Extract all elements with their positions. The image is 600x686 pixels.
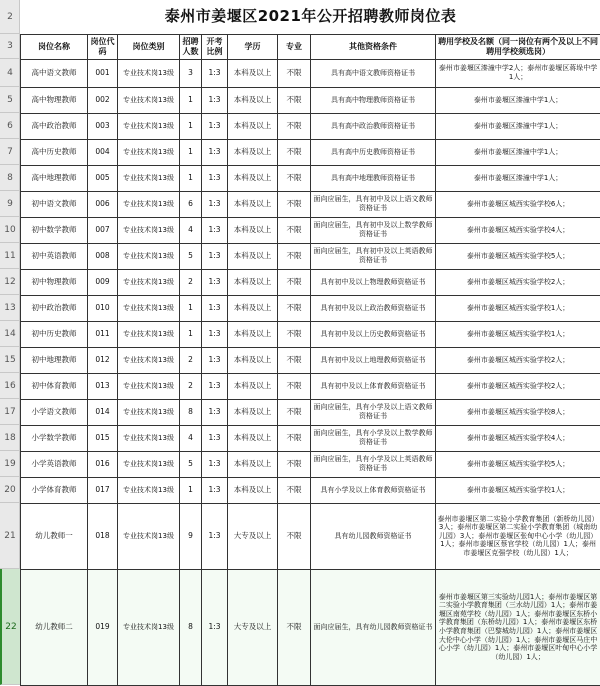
cell-school[interactable]: 泰州市姜堰区城西实验学校8人； [436,399,600,425]
table-row[interactable] [21,191,600,217]
cell-name[interactable]: 高中语文教师 [21,59,88,87]
cell-education[interactable]: 本科及以上 [228,59,278,87]
cell-major[interactable]: 不限 [278,477,311,503]
cell-education[interactable]: 大专及以上 [228,503,278,569]
cell-other[interactable]: 面向应届生，具有幼儿园教师资格证书 [311,569,436,685]
cell-other[interactable]: 具有初中及以上地理教师资格证书 [311,347,436,373]
cell-category[interactable]: 专业技术岗13级 [118,425,180,451]
cell-major[interactable]: 不限 [278,569,311,685]
cell-code[interactable]: 019 [88,569,118,685]
cell-ratio[interactable]: 1:3 [202,295,228,321]
cell-count[interactable]: 3 [180,59,202,87]
cell-ratio[interactable]: 1:3 [202,425,228,451]
header-other: 其他资格条件 [311,34,436,59]
cell-count[interactable]: 1 [180,87,202,113]
cell-education[interactable]: 本科及以上 [228,191,278,217]
cell-major[interactable]: 不限 [278,217,311,243]
table-row[interactable] [21,113,600,139]
cell-education[interactable]: 本科及以上 [228,477,278,503]
cell-category[interactable]: 专业技术岗13级 [118,113,180,139]
cell-count[interactable]: 1 [180,477,202,503]
cell-ratio[interactable]: 1:3 [202,321,228,347]
header-category: 岗位类别 [118,34,180,59]
cell-count[interactable]: 8 [180,399,202,425]
cell-other[interactable]: 具有幼儿园教师资格证书 [311,503,436,569]
row-number[interactable]: 2 [0,0,20,34]
header-education: 学历 [228,34,278,59]
cell-education[interactable]: 本科及以上 [228,243,278,269]
cell-major[interactable]: 不限 [278,503,311,569]
header-row [21,34,600,59]
cell-count[interactable]: 4 [180,425,202,451]
cell-code[interactable]: 005 [88,165,118,191]
cell-school[interactable]: 泰州市姜堰区城西实验学校2人； [436,347,600,373]
table-row[interactable] [21,399,600,425]
cell-name[interactable]: 高中物理教师 [21,87,88,113]
row-number[interactable]: 9 [0,191,20,217]
cell-school[interactable]: 泰州市姜堰区溱潼中学1人； [436,165,600,191]
cell-count[interactable]: 1 [180,113,202,139]
cell-school[interactable]: 泰州市姜堰区第二实验小学教育集团（新桥幼儿园）3人；泰州市姜堰区第二实验小学教育集团（城南幼儿园）3人；泰州市姜堰区张甸中心小学（幼儿园）1人；泰州市姜堰区蔡官学校（幼儿园）1人；泰州市姜堰区克强学校（幼儿园）1人； [436,503,600,569]
header-code: 岗位代码 [88,34,118,59]
cell-ratio[interactable]: 1:3 [202,113,228,139]
table-row[interactable] [21,139,600,165]
cell-education[interactable]: 本科及以上 [228,451,278,477]
cell-ratio[interactable]: 1:3 [202,347,228,373]
cell-count[interactable]: 5 [180,243,202,269]
cell-education[interactable]: 本科及以上 [228,373,278,399]
cell-count[interactable]: 1 [180,321,202,347]
table-row[interactable] [21,451,600,477]
cell-name[interactable]: 小学数学教师 [21,425,88,451]
cell-name[interactable]: 高中历史教师 [21,139,88,165]
cell-category[interactable]: 专业技术岗13级 [118,373,180,399]
header-school: 聘用学校及名额（同一岗位有两个及以上不同聘用学校须选岗） [436,34,600,59]
cell-school[interactable]: 泰州市姜堰区溱潼中学1人； [436,139,600,165]
cell-other[interactable]: 具有高中历史教师资格证书 [311,139,436,165]
page-title: 泰州市姜堰区2021年公开招聘教师岗位表 [21,0,600,34]
cell-ratio[interactable]: 1:3 [202,87,228,113]
row-number[interactable]: 3 [0,34,20,59]
table-row[interactable] [21,321,600,347]
cell-ratio[interactable]: 1:3 [202,243,228,269]
cell-name[interactable]: 初中地理教师 [21,347,88,373]
row-number[interactable]: 17 [0,399,20,425]
cell-category[interactable]: 专业技术岗13级 [118,269,180,295]
cell-school[interactable]: 泰州市姜堰区城西实验学校1人； [436,321,600,347]
cell-count[interactable]: 6 [180,191,202,217]
cell-count[interactable]: 9 [180,503,202,569]
cell-other[interactable]: 具有高中地理教师资格证书 [311,165,436,191]
cell-name[interactable]: 幼儿教师二 [21,569,88,685]
cell-major[interactable]: 不限 [278,399,311,425]
cell-other[interactable]: 具有高中物理教师资格证书 [311,87,436,113]
cell-name[interactable]: 初中英语教师 [21,243,88,269]
table-row[interactable] [21,477,600,503]
cell-name[interactable]: 初中数学教师 [21,217,88,243]
cell-education[interactable]: 本科及以上 [228,139,278,165]
row-number-gutter [0,0,20,656]
cell-code[interactable]: 003 [88,113,118,139]
cell-category[interactable]: 专业技术岗13级 [118,191,180,217]
header-ratio: 开考比例 [202,34,228,59]
cell-major[interactable]: 不限 [278,373,311,399]
cell-other[interactable]: 面向应届生，具有小学及以上英语教师资格证书 [311,451,436,477]
cell-major[interactable]: 不限 [278,321,311,347]
cell-education[interactable]: 本科及以上 [228,217,278,243]
cell-school[interactable]: 泰州市姜堰区第三实验幼儿园1人；泰州市姜堰区第二实验小学教育集团（三水幼儿园）1人；泰州市姜堰区南苑学校（幼儿园）1人；泰州市姜堰区东桥小学教育集团（东桥幼儿园）1人；泰州市姜堰区东桥小学教育集团（巴黎城幼儿园）1人；泰州市姜堰区大伦中心小学（幼儿园）1人；泰州市姜堰区马庄中心小学（幼儿园）1人；泰州市姜堰区叶甸中心小学（幼儿园）1人； [436,569,600,685]
cell-other[interactable]: 具有高中语文教师资格证书 [311,59,436,87]
row-number[interactable]: 13 [0,295,20,321]
cell-major[interactable]: 不限 [278,59,311,87]
cell-education[interactable]: 本科及以上 [228,269,278,295]
cell-count[interactable]: 1 [180,295,202,321]
cell-name[interactable]: 初中语文教师 [21,191,88,217]
cell-code[interactable]: 014 [88,399,118,425]
cell-major[interactable]: 不限 [278,139,311,165]
cell-school[interactable]: 泰州市姜堰区溱潼中学1人； [436,87,600,113]
cell-code[interactable]: 004 [88,139,118,165]
table-row[interactable] [21,243,600,269]
cell-category[interactable]: 专业技术岗13级 [118,139,180,165]
table-row[interactable] [21,87,600,113]
cell-ratio[interactable]: 1:3 [202,59,228,87]
cell-ratio[interactable]: 1:3 [202,191,228,217]
cell-ratio[interactable]: 1:3 [202,399,228,425]
cell-category[interactable]: 专业技术岗13级 [118,399,180,425]
table-row[interactable] [21,373,600,399]
cell-name[interactable]: 初中政治教师 [21,295,88,321]
cell-other[interactable]: 面向应届生，具有初中及以上英语教师资格证书 [311,243,436,269]
cell-code[interactable]: 011 [88,321,118,347]
cell-ratio[interactable]: 1:3 [202,165,228,191]
cell-ratio[interactable]: 1:3 [202,451,228,477]
cell-school[interactable]: 泰州市姜堰区城西实验学校1人； [436,477,600,503]
cell-category[interactable]: 专业技术岗13级 [118,165,180,191]
table-row[interactable] [21,503,600,569]
cell-code[interactable]: 016 [88,451,118,477]
cell-school[interactable]: 泰州市姜堰区城西实验学校2人； [436,269,600,295]
cell-name[interactable]: 初中历史教师 [21,321,88,347]
cell-category[interactable]: 专业技术岗13级 [118,243,180,269]
table-row[interactable] [21,425,600,451]
cell-major[interactable]: 不限 [278,113,311,139]
cell-name[interactable]: 初中物理教师 [21,269,88,295]
header-name: 岗位名称 [21,34,88,59]
cell-code[interactable]: 012 [88,347,118,373]
cell-school[interactable]: 泰州市姜堰区城西实验学校4人； [436,217,600,243]
table-row[interactable] [21,569,600,685]
cell-school[interactable]: 泰州市姜堰区溱潼中学1人； [436,113,600,139]
job-table [20,0,600,686]
cell-code[interactable]: 010 [88,295,118,321]
cell-count[interactable]: 4 [180,217,202,243]
cell-school[interactable]: 泰州市姜堰区城西实验学校5人； [436,451,600,477]
header-count: 招聘人数 [180,34,202,59]
cell-major[interactable]: 不限 [278,191,311,217]
cell-count[interactable]: 2 [180,347,202,373]
cell-major[interactable]: 不限 [278,165,311,191]
table-row[interactable] [21,217,600,243]
cell-other[interactable]: 面向应届生，具有小学及以上数学教师资格证书 [311,425,436,451]
cell-other[interactable]: 具有初中及以上体育教师资格证书 [311,373,436,399]
table-row[interactable] [21,295,600,321]
cell-category[interactable]: 专业技术岗13级 [118,321,180,347]
cell-other[interactable]: 具有小学及以上体育教师资格证书 [311,477,436,503]
cell-name[interactable]: 小学语文教师 [21,399,88,425]
cell-code[interactable]: 008 [88,243,118,269]
cell-category[interactable]: 专业技术岗13级 [118,347,180,373]
cell-count[interactable]: 2 [180,269,202,295]
cell-major[interactable]: 不限 [278,425,311,451]
cell-code[interactable]: 002 [88,87,118,113]
cell-major[interactable]: 不限 [278,347,311,373]
cell-other[interactable]: 面向应届生，具有初中及以上语文教师资格证书 [311,191,436,217]
row-number[interactable]: 10 [0,217,20,243]
cell-school[interactable]: 泰州市姜堰区城西实验学校6人； [436,191,600,217]
cell-category[interactable]: 专业技术岗13级 [118,217,180,243]
cell-code[interactable]: 001 [88,59,118,87]
cell-code[interactable]: 006 [88,191,118,217]
cell-major[interactable]: 不限 [278,243,311,269]
row-number[interactable]: 4 [0,59,20,87]
cell-school[interactable]: 泰州市姜堰区城西实验学校1人； [436,295,600,321]
cell-education[interactable]: 本科及以上 [228,113,278,139]
table-row[interactable] [21,347,600,373]
row-number[interactable]: 7 [0,139,20,165]
cell-ratio[interactable]: 1:3 [202,503,228,569]
cell-name[interactable]: 初中体育教师 [21,373,88,399]
cell-code[interactable]: 015 [88,425,118,451]
cell-other[interactable]: 具有高中政治教师资格证书 [311,113,436,139]
cell-school[interactable]: 泰州市姜堰区城西实验学校4人； [436,425,600,451]
cell-other[interactable]: 具有初中及以上物理教师资格证书 [311,269,436,295]
cell-code[interactable]: 018 [88,503,118,569]
cell-category[interactable]: 专业技术岗13级 [118,295,180,321]
cell-education[interactable]: 大专及以上 [228,569,278,685]
cell-other[interactable]: 具有初中及以上政治教师资格证书 [311,295,436,321]
row-number[interactable]: 15 [0,347,20,373]
cell-name[interactable]: 小学体育教师 [21,477,88,503]
cell-education[interactable]: 本科及以上 [228,295,278,321]
cell-name[interactable]: 高中政治教师 [21,113,88,139]
cell-name[interactable]: 高中地理教师 [21,165,88,191]
cell-code[interactable]: 017 [88,477,118,503]
cell-school[interactable]: 泰州市姜堰区城西实验学校5人； [436,243,600,269]
cell-ratio[interactable]: 1:3 [202,139,228,165]
cell-ratio[interactable]: 1:3 [202,477,228,503]
row-number[interactable]: 5 [0,87,20,113]
cell-count[interactable]: 5 [180,451,202,477]
cell-school[interactable]: 泰州市姜堰区溱潼中学2人；泰州市姜堰区蒋垛中学1人； [436,59,600,87]
cell-ratio[interactable]: 1:3 [202,269,228,295]
row-number[interactable]: 14 [0,321,20,347]
cell-ratio[interactable]: 1:3 [202,373,228,399]
table-row[interactable] [21,165,600,191]
row-number[interactable]: 20 [0,477,20,503]
cell-count[interactable]: 8 [180,569,202,685]
cell-count[interactable]: 1 [180,165,202,191]
cell-education[interactable]: 本科及以上 [228,87,278,113]
cell-major[interactable]: 不限 [278,269,311,295]
cell-name[interactable]: 幼儿教师一 [21,503,88,569]
cell-other[interactable]: 面向应届生，具有小学及以上语文教师资格证书 [311,399,436,425]
row-number[interactable]: 21 [0,503,20,569]
row-number[interactable]: 19 [0,451,20,477]
cell-education[interactable]: 本科及以上 [228,399,278,425]
cell-category[interactable]: 专业技术岗13级 [118,451,180,477]
cell-other[interactable]: 面向应届生，具有初中及以上数学教师资格证书 [311,217,436,243]
row-number[interactable]: 11 [0,243,20,269]
cell-count[interactable]: 2 [180,373,202,399]
cell-code[interactable]: 009 [88,269,118,295]
cell-code[interactable]: 013 [88,373,118,399]
row-number[interactable]: 22 [0,569,20,685]
table-row[interactable] [21,269,600,295]
cell-major[interactable]: 不限 [278,295,311,321]
cell-education[interactable]: 本科及以上 [228,165,278,191]
cell-name[interactable]: 小学英语教师 [21,451,88,477]
cell-category[interactable]: 专业技术岗13级 [118,503,180,569]
table-row[interactable] [21,59,600,87]
header-major: 专业 [278,34,311,59]
cell-ratio[interactable]: 1:3 [202,217,228,243]
cell-other[interactable]: 具有初中及以上历史教师资格证书 [311,321,436,347]
cell-category[interactable]: 专业技术岗13级 [118,87,180,113]
cell-education[interactable]: 本科及以上 [228,347,278,373]
cell-education[interactable]: 本科及以上 [228,425,278,451]
row-number[interactable]: 16 [0,373,20,399]
cell-major[interactable]: 不限 [278,87,311,113]
cell-count[interactable]: 1 [180,139,202,165]
cell-ratio[interactable]: 1:3 [202,569,228,685]
cell-category[interactable]: 专业技术岗13级 [118,59,180,87]
cell-education[interactable]: 本科及以上 [228,321,278,347]
cell-school[interactable]: 泰州市姜堰区城西实验学校2人； [436,373,600,399]
row-number[interactable]: 12 [0,269,20,295]
row-number[interactable]: 18 [0,425,20,451]
row-number[interactable]: 6 [0,113,20,139]
cell-category[interactable]: 专业技术岗13级 [118,569,180,685]
cell-major[interactable]: 不限 [278,451,311,477]
cell-code[interactable]: 007 [88,217,118,243]
row-number[interactable]: 8 [0,165,20,191]
cell-category[interactable]: 专业技术岗13级 [118,477,180,503]
